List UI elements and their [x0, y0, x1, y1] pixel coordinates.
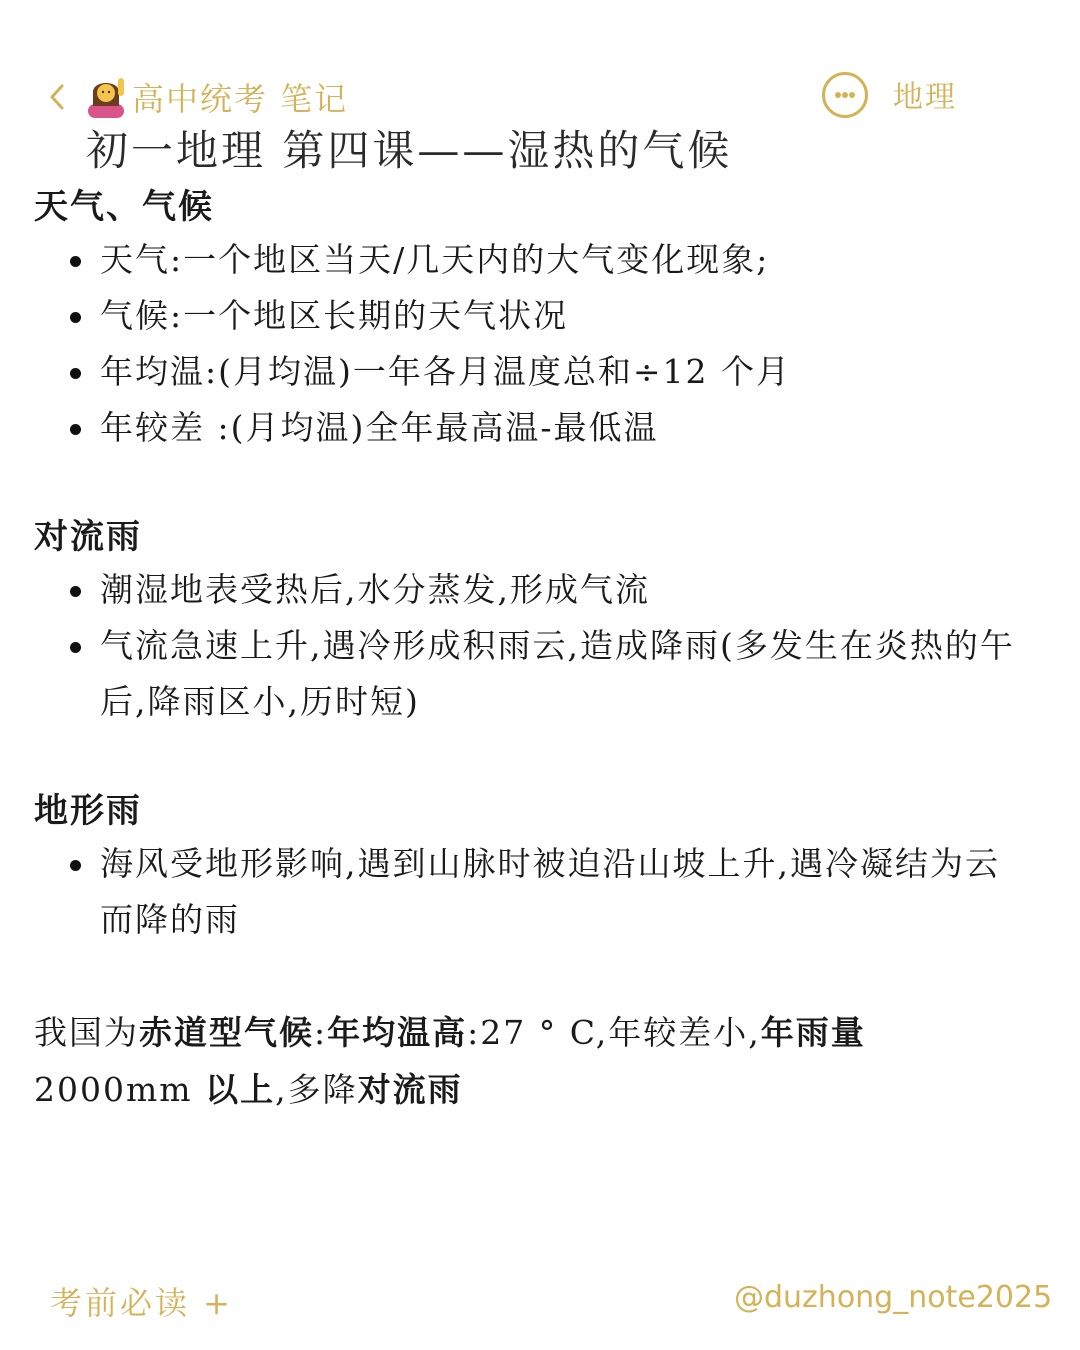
footer-handle: @duzhong_note2025 [734, 1280, 1053, 1315]
summary-bold: 赤道型气候 [139, 1013, 314, 1052]
bullet-list [34, 836, 1034, 948]
bullet-dot [70, 368, 81, 379]
top-bar [0, 66, 1080, 126]
footer-must-read-link[interactable]: 考前必读 + [50, 1284, 233, 1322]
list-item [34, 232, 1034, 288]
list-item-text: 潮湿地表受热后,水分蒸发,形成气流 [100, 570, 650, 609]
more-dot [842, 92, 848, 98]
summary-bold: 以上 [205, 1070, 276, 1109]
bullet-dot [70, 586, 81, 597]
list-item-text: 年较差 :(月均温)全年最高温-最低温 [100, 408, 659, 447]
section-heading: 对流雨 [34, 517, 142, 557]
section-heading: 地形雨 [34, 791, 142, 831]
summary-bold: 年均温高 [327, 1013, 468, 1052]
bullet-dot [70, 860, 81, 871]
summary-bold: 对流雨 [357, 1070, 463, 1109]
bullet-dot [70, 312, 81, 323]
list-item-text: 气流急速上升,遇冷形成积雨云,造成降雨(多发生在炎热的午后,降雨区小,历时短) [100, 626, 1015, 721]
chevron-left-icon[interactable] [44, 80, 70, 114]
subject-tag[interactable]: 地理 [893, 80, 957, 115]
more-dot [849, 92, 855, 98]
more-dot [835, 92, 841, 98]
notebook-title[interactable]: 高中统考 笔记 [132, 80, 349, 118]
bullet-dot [70, 642, 81, 653]
bullet-list [34, 562, 1034, 730]
summary-text: ,多降 [275, 1070, 358, 1109]
list-item [34, 836, 1034, 948]
section-orographic-rain [34, 786, 1034, 948]
list-item-text: 海风受地形影响,遇到山脉时被迫沿山坡上升,遇冷凝结为云而降的雨 [100, 844, 1000, 939]
section-weather-climate [34, 182, 1034, 456]
note-content [34, 182, 1034, 1118]
summary-paragraph [34, 1004, 1034, 1118]
list-item [34, 562, 1034, 618]
list-item-text: 天气:一个地区当天/几天内的大气变化现象; [100, 240, 770, 279]
list-item [34, 400, 1034, 456]
summary-text: 2000mm [34, 1070, 193, 1109]
list-item [34, 618, 1034, 730]
summary-text: 我国为 [34, 1013, 139, 1052]
list-item [34, 344, 1034, 400]
page-title: 初一地理 第四课——湿热的气候 [86, 126, 733, 175]
bullet-dot [70, 424, 81, 435]
section-heading: 天气、气候 [34, 187, 214, 227]
summary-text: : [314, 1013, 328, 1052]
bullet-list [34, 232, 1034, 456]
list-item-text: 气候:一个地区长期的天气状况 [100, 296, 569, 335]
section-convective-rain [34, 512, 1034, 730]
summary-bold: 年雨量 [760, 1013, 866, 1052]
list-item-text: 年均温:(月均温)一年各月温度总和÷12 个月 [100, 352, 791, 391]
person-raising-hand-icon [84, 74, 128, 118]
list-item [34, 288, 1034, 344]
summary-text: :27 ° C,年较差小, [467, 1013, 761, 1052]
bullet-dot [70, 256, 81, 267]
more-options-button[interactable] [822, 72, 868, 118]
